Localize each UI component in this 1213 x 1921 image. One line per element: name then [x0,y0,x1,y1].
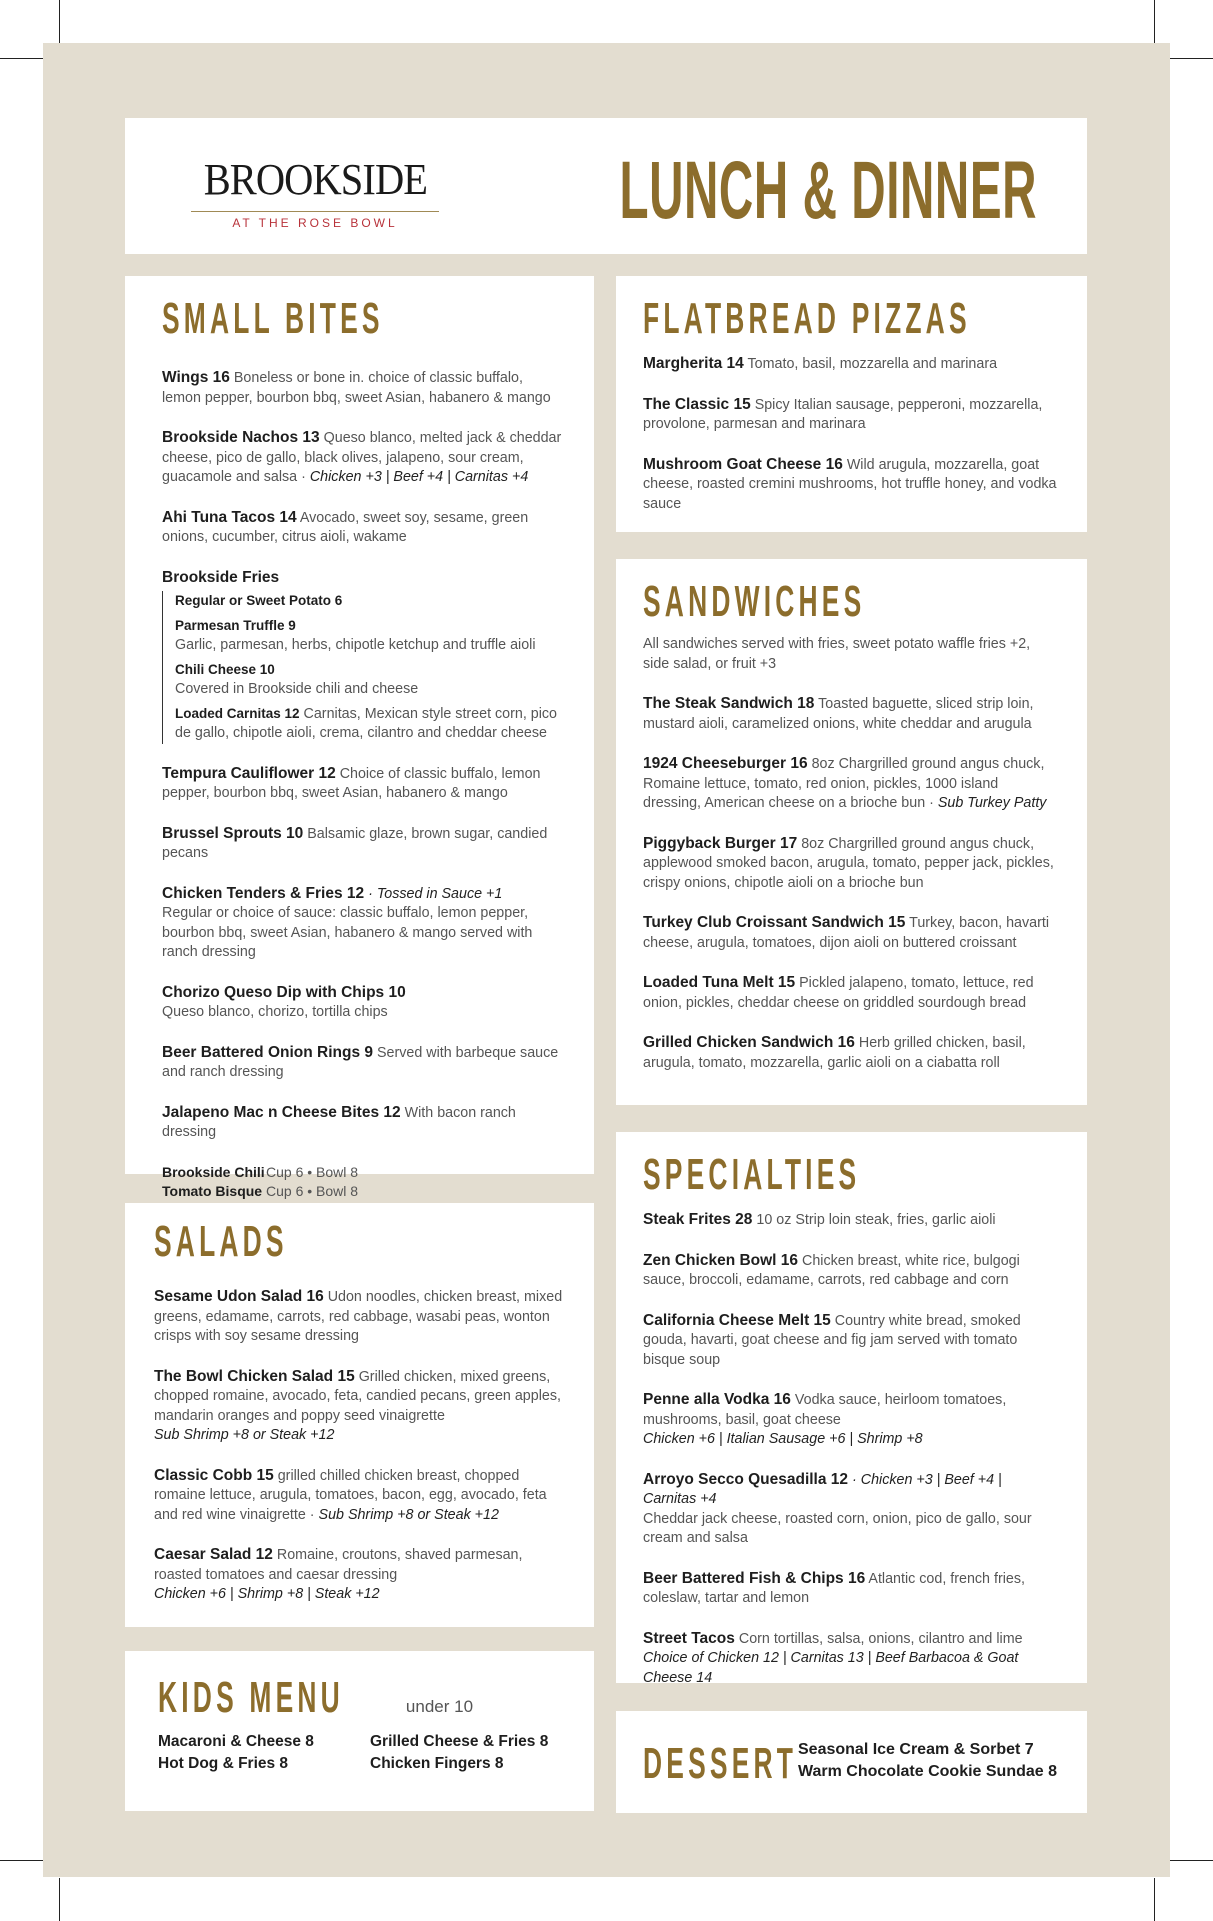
crop-mark [1154,0,1155,43]
item-name: The Bowl Chicken Salad 15 [154,1367,355,1385]
menu-item [162,824,564,864]
item-description: 8oz Chargrilled ground angus chuck, Romaine lettuce, tomato, red onion, pickles, 1000 island dressing, American cheese on a brioche bun · [643,756,1045,811]
menu-item [643,1311,1057,1371]
menu-item [162,1182,564,1201]
menu-item [643,913,1057,953]
item-description: Toasted baguette, sliced strip loin, mustard aioli, caramelized onions, white cheddar and arugula [643,696,1034,732]
item-description: 8oz Chargrilled ground angus chuck, applewood smoked bacon, arugula, tomato, pepper jack, pickles, crispy onions, chipotle aioli on a brioche bun [643,835,1054,891]
menu-item [154,1367,564,1446]
item-description: Carnitas, Mexican style street corn, pico de gallo, chipotle aioli, crema, cilantro and cheddar cheese [175,705,558,741]
item-description: Covered in Brookside chili and cheese [175,681,419,697]
item-addons: · Chicken +3 | Beef +4 | Carnitas +4 [643,1471,1002,1507]
item-name: Brookside Nachos 13 [162,429,320,446]
item-addons: Sub Shrimp +8 or Steak +12 [318,1506,499,1523]
menu-item [643,354,1057,375]
logo-subtitle: AT THE ROSE BOWL [232,216,398,230]
menu-item: Macaroni & Cheese 8 [158,1733,314,1750]
item-name: Beer Battered Onion Rings 9 [162,1043,374,1061]
item-description: Balsamic glaze, brown sugar, candied pecans [162,825,548,861]
menu-item [643,754,1057,814]
crop-mark [0,58,43,59]
item-name: Tomato Bisque [162,1182,263,1199]
item-addons: Chicken +6 | Italian Sausage +6 | Shrimp +8 [643,1431,923,1447]
item-description: Chicken breast, white rice, bulgogi sauce, broccoli, edamame, carrots, red cabbage and corn [643,1252,1020,1288]
item-addons: · Tossed in Sauce +1 [368,885,503,902]
item-description: Turkey, bacon, havarti cheese, arugula, tomatoes, dijon aioli on buttered croissant [643,915,1049,951]
item-name: Tempura Cauliflower 12 [162,764,336,782]
section-title: SPECIALTIES [643,1150,861,1199]
item-name: Loaded Carnitas 12 [175,705,300,721]
item-name: Piggyback Burger 17 [643,834,798,852]
item-addons: Chicken +3 | Beef +4 | Carnitas +4 [309,469,529,485]
menu-item [154,1466,564,1526]
item-description: Cup 6 • Bowl 8 [266,1163,359,1180]
item-name: Loaded Tuna Melt 15 [643,974,796,991]
salads-section [125,1203,594,1627]
fries-group [162,568,564,744]
item-name: Brookside Chili [162,1163,265,1180]
crop-mark [1154,1878,1155,1921]
item-addons: Choice of Chicken 12 | Carnitas 13 | Beef Barbacoa & Goat Cheese 14 [643,1650,1019,1686]
fries-option [175,660,564,700]
crop-mark [0,1860,43,1861]
fries-option [175,616,564,656]
flatbread-section [616,276,1087,532]
fries-title: Brookside Fries [162,568,280,586]
menu-header [125,118,1087,254]
menu-item [643,1470,1057,1549]
item-description: Udon noodles, chicken breast, mixed greens, edamame, carrots, red cabbage, wasabi peas, wonton crisps with soy sesame dressing [154,1289,563,1344]
item-description: Atlantic cod, french fries, coleslaw, tartar and lemon [643,1570,1025,1606]
menu-item [162,1043,564,1083]
item-name: Grilled Chicken Sandwich 16 [643,1034,855,1051]
menu-item [643,1251,1057,1291]
menu-item [643,1390,1057,1450]
item-description: Queso blanco, melted jack & cheddar cheese, pico de gallo, black olives, jalapeno, sour cream, guacamole and salsa · [162,430,562,485]
menu-item [162,764,564,804]
logo-divider [191,211,439,212]
item-name: Margherita 14 [643,355,744,372]
menu-item [162,884,564,963]
menu-item [162,1103,564,1143]
item-name: The Classic 15 [643,395,751,413]
item-description: Pickled jalapeno, tomato, lettuce, red onion, pickles, cheddar cheese on griddled sourdough bread [643,975,1034,1011]
menu-item [643,1033,1057,1073]
sandwiches-section [616,559,1087,1105]
item-description: Queso blanco, chorizo, tortilla chips [162,1004,388,1020]
item-name: Beer Battered Fish & Chips 16 [643,1569,866,1587]
item-description: Tomato, basil, mozzarella and marinara [747,356,998,372]
item-name: California Cheese Melt 15 [643,1311,831,1329]
small-bites-section [125,276,594,1199]
item-name: Chorizo Queso Dip with Chips 10 [162,983,406,1001]
menu-item [643,1210,1057,1231]
item-description: Avocado, sweet soy, sesame, green onions, cucumber, citrus aioli, wakame [162,509,529,545]
item-description: Regular or choice of sauce: classic buffalo, lemon pepper, bourbon bbq, sweet Asian, habanero & mango served with ranch dressing [162,905,533,960]
item-name: Chicken Tenders & Fries 12 [162,884,365,902]
menu-item [154,1545,564,1605]
menu-item [162,1163,564,1182]
item-addons: Chicken +6 | Shrimp +8 | Steak +12 [154,1586,380,1602]
crop-mark [1170,58,1213,59]
item-name: Classic Cobb 15 [154,1466,274,1484]
section-title: FLATBREAD PIZZAS [643,294,971,343]
item-name: Jalapeno Mac n Cheese Bites 12 [162,1103,401,1121]
item-name: Parmesan Truffle 9 [175,617,296,633]
item-description: Country white bread, smoked gouda, havarti, goat cheese and fig jam served with tomato bisque soup [643,1312,1021,1368]
brookside-logo [175,154,455,230]
item-addons: Sub Shrimp +8 or Steak +12 [154,1427,335,1443]
item-name: Street Tacos [643,1629,735,1647]
section-title: DESSERT [643,1739,798,1788]
fries-option [175,591,564,612]
section-title: SMALL BITES [162,294,384,343]
item-description: Grilled chicken, mixed greens, chopped romaine, avocado, feta, candied pecans, green apples, mandarin oranges and poppy seed vinaigrette [154,1368,561,1424]
menu-item: Hot Dog & Fries 8 [158,1755,289,1772]
menu-item [643,1569,1057,1609]
item-description: Served with barbeque sauce and ranch dressing [162,1044,559,1080]
item-name: Zen Chicken Bowl 16 [643,1251,799,1269]
item-description: Herb grilled chicken, basil, arugula, tomato, mozzarella, garlic aioli on a ciabatta roll [643,1035,1026,1071]
kids-menu-section [125,1651,594,1811]
menu-item [643,395,1057,435]
item-description: Cheddar jack cheese, roasted corn, onion, pico de gallo, sour cream and salsa [643,1510,1032,1546]
item-name: Caesar Salad 12 [154,1546,273,1563]
item-addons: Sub Turkey Patty [937,795,1047,811]
menu-item [154,1287,564,1347]
specialties-section [616,1132,1087,1686]
item-name: Brussel Sprouts 10 [162,824,304,842]
item-description: grilled chilled chicken breast, chopped romaine lettuce, arugula, tomatoes, bacon, egg, avocado, feta and red wine vinaigrette · [154,1467,547,1523]
menu-item [643,973,1057,1013]
menu-item: Seasonal Ice Cream & Sorbet 7 [798,1741,1034,1758]
item-description: Corn tortillas, salsa, onions, cilantro and lime [738,1630,1023,1647]
menu-item: Chicken Fingers 8 [370,1755,504,1772]
item-description: Boneless or bone in. choice of classic buffalo, lemon pepper, bourbon bbq, sweet Asian, habanero & mango [162,370,551,406]
section-title: SALADS [154,1217,288,1266]
item-name: Regular or Sweet Potato 6 [175,593,343,608]
item-name: Ahi Tuna Tacos 14 [162,508,297,526]
crop-mark [59,1878,60,1921]
crop-mark [1170,1860,1213,1861]
item-description: 10 oz Strip loin steak, fries, garlic aioli [756,1212,996,1228]
menu-item [162,983,564,1023]
fries-option [175,704,564,744]
kids-age-note: under 10 [405,1697,474,1716]
item-name: Penne alla Vodka 16 [643,1391,791,1408]
item-description: Romaine, croutons, shaved parmesan, roasted tomatoes and caesar dressing [154,1547,523,1583]
item-name: Steak Frites 28 [643,1211,753,1228]
item-name: Chili Cheese 10 [175,661,275,677]
menu-item [643,455,1057,515]
logo-name: BROOKSIDE [203,155,427,204]
menu-item: Warm Chocolate Cookie Sundae 8 [798,1763,1058,1780]
item-name: Turkey Club Croissant Sandwich 15 [643,914,906,931]
menu-item [643,1629,1057,1689]
section-title: KIDS MENU [158,1673,344,1722]
item-description: Choice of classic buffalo, lemon pepper, bourbon bbq, sweet Asian, habanero & mango [162,765,541,801]
menu-item [162,428,564,488]
section-title: SANDWICHES [643,577,866,626]
item-name: Wings 16 [162,369,230,386]
dessert-section [616,1711,1087,1813]
item-description: Vodka sauce, heirloom tomatoes, mushrooms, basil, goat cheese [643,1392,1007,1428]
item-name: The Steak Sandwich 18 [643,695,815,712]
item-description: With bacon ranch dressing [162,1104,516,1140]
item-description: Garlic, parmesan, herbs, chipotle ketchup and truffle aioli [175,637,536,653]
sandwiches-intro: All sandwiches served with fries, sweet potato waffle fries +2, side salad, or fruit +3 [643,636,1031,672]
menu-item [162,368,564,408]
menu-title: LUNCH & DINNER [619,145,1037,236]
menu-item: Grilled Cheese & Fries 8 [370,1733,549,1750]
item-description: Wild arugula, mozzarella, goat cheese, roasted cremini mushrooms, hot truffle honey, and vodka sauce [643,456,1057,512]
crop-mark [59,0,60,43]
item-name: Sesame Udon Salad 16 [154,1288,324,1305]
item-description: Cup 6 • Bowl 8 [266,1182,359,1199]
item-name: Arroyo Secco Quesadilla 12 [643,1470,849,1488]
menu-item [162,508,564,548]
item-name: 1924 Cheeseburger 16 [643,755,808,772]
item-description: Spicy Italian sausage, pepperoni, mozzarella, provolone, parmesan and marinara [643,396,1043,432]
item-name: Mushroom Goat Cheese 16 [643,455,843,473]
menu-item [643,694,1057,734]
menu-item [643,834,1057,894]
